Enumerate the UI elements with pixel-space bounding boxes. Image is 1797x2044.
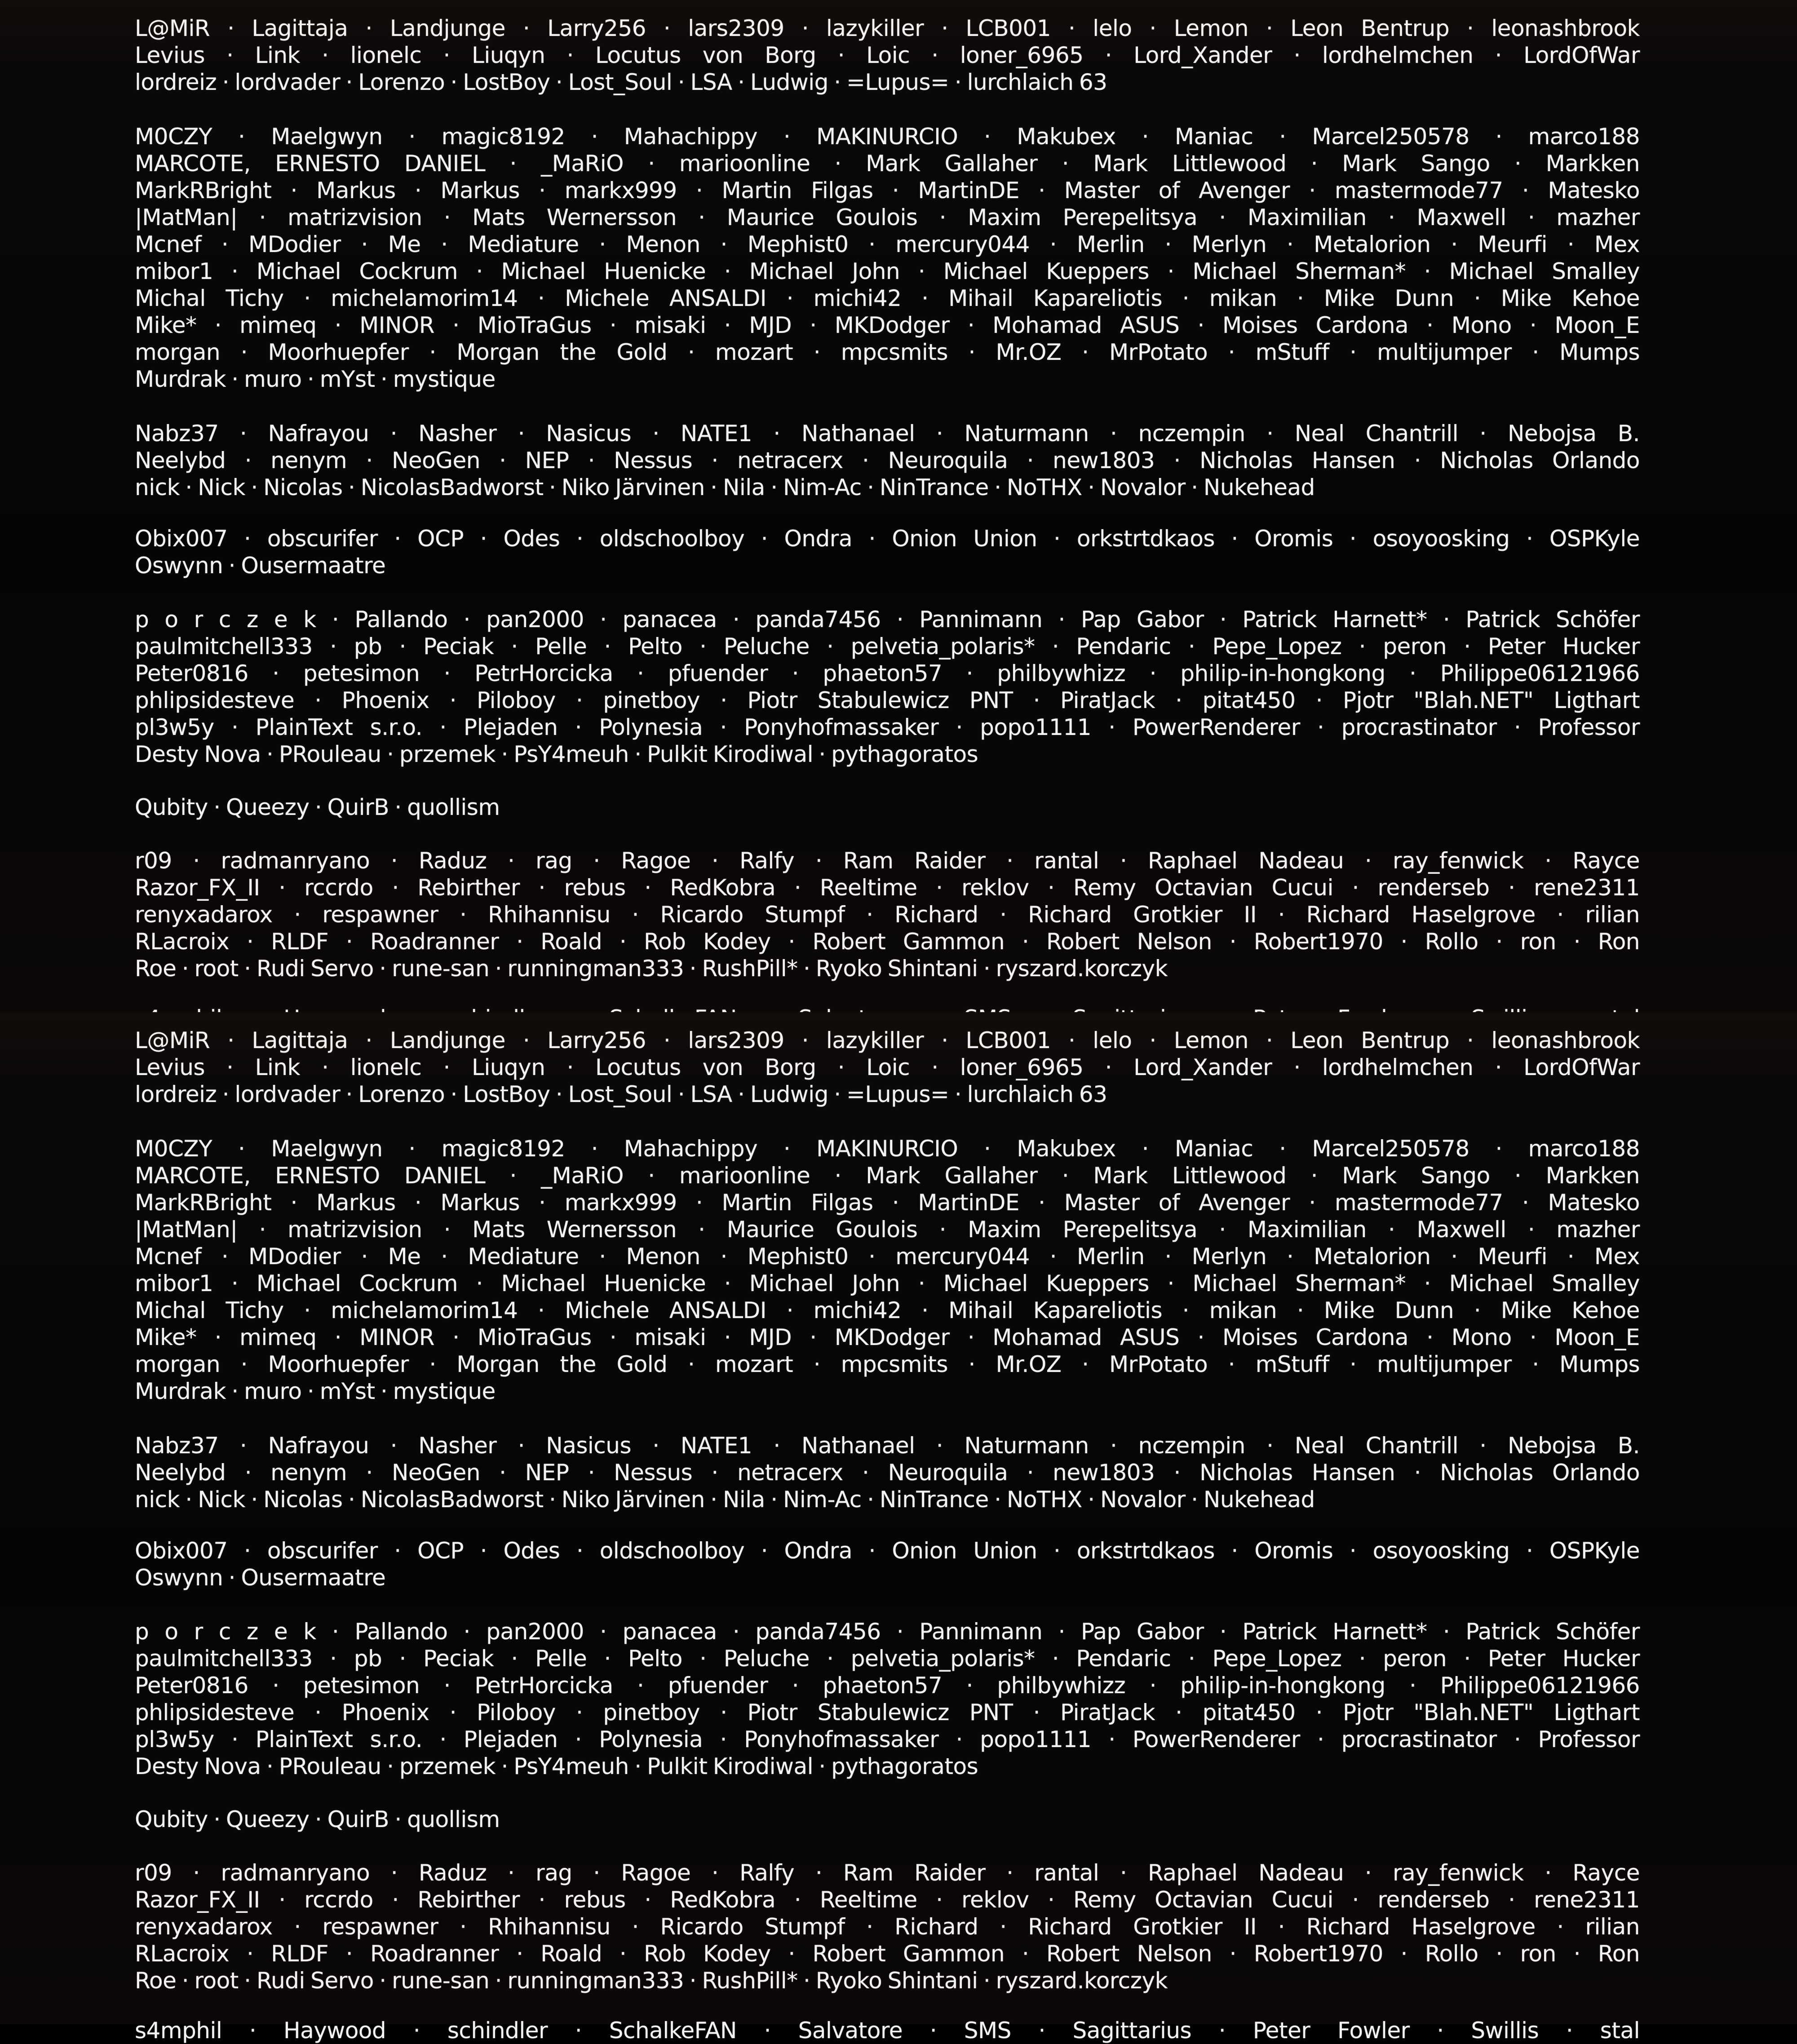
credits-line: Oswynn · Ousermaatre	[135, 1565, 386, 1591]
credits-line: L@MiR · Lagittaja · Landjunge · Larry256 · lars2309 · lazykiller · LCB001 · lelo · Lemon · Leon Bentrup · leonashbrook	[135, 1027, 1640, 1053]
credits-paragraph-L	[135, 1027, 1640, 1108]
credits-line: renyxadarox · respawner · Rhihannisu · Ricardo Stumpf · Richard · Richard Grotkier II · Richard Haselgrove · rilian	[135, 1914, 1640, 1940]
credits-line: MarkRBright · Markus · Markus · markx999 · Martin Filgas · MartinDE · Master of Avenger · mastermode77 · Matesko	[135, 177, 1640, 204]
credits-line: M0CZY · Maelgwyn · magic8192 · Mahachippy · MAKINURCIO · Makubex · Maniac · Marcel250578 · marco188	[135, 124, 1640, 150]
credits-line: Oswynn · Ousermaatre	[135, 553, 386, 579]
credits-line: Mcnef · MDodier · Me · Mediature · Menon · Mephist0 · mercury044 · Merlin · Merlyn · Metalorion · Meurfi · Mex	[135, 1243, 1640, 1270]
credits-line: Qubity · Queezy · QuirB · quollism	[135, 1806, 500, 1832]
credits-paragraph-O	[135, 1537, 1640, 1591]
credits-paragraph-S	[135, 2017, 1640, 2044]
credits-line: Roe · root · Rudi Servo · rune-san · runningman333 · RushPill* · Ryoko Shintani · ryszard.korczyk	[135, 956, 1168, 982]
credits-line: Obix007 · obscurifer · OCP · Odes · oldschoolboy · Ondra · Onion Union · orkstrtdkaos · Oromis · osoyoosking · OSPKyle	[135, 526, 1640, 552]
credits-line: Mcnef · MDodier · Me · Mediature · Menon · Mephist0 · mercury044 · Merlin · Merlyn · Metalorion · Meurfi · Mex	[135, 231, 1640, 257]
credits-line: Mike* · mimeq · MINOR · MioTraGus · misaki · MJD · MKDodger · Mohamad ASUS · Moises Cardona · Mono · Moon_E	[135, 312, 1640, 338]
credits-line: RLacroix · RLDF · Roadranner · Roald · Rob Kodey · Robert Gammon · Robert Nelson · Robert1970 · Rollo · ron · Ron	[135, 929, 1640, 955]
credits-paragraph-M	[135, 1135, 1640, 1405]
credits-line: pl3w5y · PlainText s.r.o. · Plejaden · Polynesia · Ponyhofmassaker · popo1111 · PowerRenderer · procrastinator · Professor	[135, 1726, 1640, 1752]
credits-line: Mike* · mimeq · MINOR · MioTraGus · misaki · MJD · MKDodger · Mohamad ASUS · Moises Cardona · Mono · Moon_E	[135, 1324, 1640, 1350]
credits-line: mibor1 · Michael Cockrum · Michael Huenicke · Michael John · Michael Kueppers · Michael Sherman* · Michael Smalley	[135, 258, 1640, 284]
credits-line: s4mphil · Haywood · schindler · SchalkeFAN · Salvatore · SMS · Sagittarius · Peter Fowler · Swillis · stal	[135, 2017, 1640, 2044]
credits-line: MARCOTE, ERNESTO DANIEL · _MaRiO · marioonline · Mark Gallaher · Mark Littlewood · Mark Sango · Markken	[135, 1163, 1640, 1189]
credits-line: M0CZY · Maelgwyn · magic8192 · Mahachippy · MAKINURCIO · Makubex · Maniac · Marcel250578 · marco188	[135, 1136, 1640, 1162]
credits-line: r09 · radmanryano · Raduz · rag · Ragoe · Ralfy · Ram Raider · rantal · Raphael Nadeau · ray_fenwick · Rayce	[135, 848, 1640, 874]
credits-line: Razor_FX_II · rccrdo · Rebirther · rebus · RedKobra · Reeltime · reklov · Remy Octavian Cucui · renderseb · rene2311	[135, 1887, 1640, 1913]
credits-line: Roe · root · Rudi Servo · rune-san · runningman333 · RushPill* · Ryoko Shintani · ryszard.korczyk	[135, 1968, 1168, 1994]
credits-line: MarkRBright · Markus · Markus · markx999 · Martin Filgas · MartinDE · Master of Avenger · mastermode77 · Matesko	[135, 1190, 1640, 1216]
credits-line: Murdrak · muro · mYst · mystique	[135, 366, 496, 392]
credits-line: pl3w5y · PlainText s.r.o. · Plejaden · Polynesia · Ponyhofmassaker · popo1111 · PowerRenderer · procrastinator · Professor	[135, 714, 1640, 740]
credits-line: morgan · Moorhuepfer · Morgan the Gold · mozart · mpcsmits · Mr.OZ · MrPotato · mStuff · multijumper · Mumps	[135, 339, 1640, 365]
credits-line: Nabz37 · Nafrayou · Nasher · Nasicus · NATE1 · Nathanael · Naturmann · nczempin · Neal Chantrill · Nebojsa B.	[135, 420, 1640, 447]
credits-tile-2	[0, 1012, 1797, 2044]
credits-list	[135, 0, 1640, 1032]
credits-paragraph-N	[135, 420, 1640, 501]
credits-line: Neelybd · nenym · NeoGen · NEP · Nessus · netracerx · Neuroquila · new1803 · Nicholas Hansen · Nicholas Orlando	[135, 1460, 1640, 1486]
credits-line: |MatMan| · matrizvision · Mats Wernersson · Maurice Goulois · Maxim Perepelitsya · Maximilian · Maxwell · mazher	[135, 204, 1640, 230]
credits-paragraph-O	[135, 525, 1640, 579]
credits-line: Razor_FX_II · rccrdo · Rebirther · rebus · RedKobra · Reeltime · reklov · Remy Octavian Cucui · renderseb · rene2311	[135, 875, 1640, 901]
credits-line: Michal Tichy · michelamorim14 · Michele ANSALDI · michi42 · Mihail Kapareliotis · mikan · Mike Dunn · Mike Kehoe	[135, 1297, 1640, 1323]
credits-line: paulmitchell333 · pb · Peciak · Pelle · Pelto · Peluche · pelvetia_polaris* · Pendaric · Pepe_Lopez · peron · Peter Hucker	[135, 1646, 1640, 1672]
credits-line: Levius · Link · lionelc · Liuqyn · Locutus von Borg · Loic · loner_6965 · Lord_Xander · lordhelmchen · LordOfWar	[135, 42, 1640, 68]
credits-line: MARCOTE, ERNESTO DANIEL · _MaRiO · marioonline · Mark Gallaher · Mark Littlewood · Mark Sango · Markken	[135, 150, 1640, 177]
credits-line: Desty Nova · PRouleau · przemek · PsY4meuh · Pulkit Kirodiwal · pythagoratos	[135, 741, 978, 767]
credits-line: mibor1 · Michael Cockrum · Michael Huenicke · Michael John · Michael Kueppers · Michael Sherman* · Michael Smalley	[135, 1270, 1640, 1296]
credits-line: Desty Nova · PRouleau · przemek · PsY4meuh · Pulkit Kirodiwal · pythagoratos	[135, 1753, 978, 1779]
credits-line: Obix007 · obscurifer · OCP · Odes · oldschoolboy · Ondra · Onion Union · orkstrtdkaos · Oromis · osoyoosking · OSPKyle	[135, 1538, 1640, 1564]
credits-line: p o r c z e k · Pallando · pan2000 · panacea · panda7456 · Pannimann · Pap Gabor · Patrick Harnett* · Patrick Schöfer	[135, 606, 1640, 633]
credits-line: Levius · Link · lionelc · Liuqyn · Locutus von Borg · Loic · loner_6965 · Lord_Xander · lordhelmchen · LordOfWar	[135, 1054, 1640, 1080]
credits-line: paulmitchell333 · pb · Peciak · Pelle · Pelto · Peluche · pelvetia_polaris* · Pendaric · Pepe_Lopez · peron · Peter Hucker	[135, 633, 1640, 659]
credits-paragraph-Q	[135, 794, 1640, 821]
credits-line: Murdrak · muro · mYst · mystique	[135, 1378, 496, 1404]
credits-line: Peter0816 · petesimon · PetrHorcicka · pfuender · phaeton57 · philbywhizz · philip-in-hongkong · Philippe06121966	[135, 1672, 1640, 1699]
credits-line: Peter0816 · petesimon · PetrHorcicka · pfuender · phaeton57 · philbywhizz · philip-in-hongkong · Philippe06121966	[135, 660, 1640, 686]
credits-line: nick · Nick · Nicolas · NicolasBadworst · Niko Järvinen · Nila · Nim-Ac · NinTrance · NoTHX · Novalor · Nukehead	[135, 474, 1315, 500]
credits-paragraph-R	[135, 1859, 1640, 1994]
credits-line: phlipsidesteve · Phoenix · Piloboy · pinetboy · Piotr Stabulewicz PNT · PiratJack · pitat450 · Pjotr "Blah.NET" Ligthart	[135, 1699, 1640, 1725]
credits-line: L@MiR · Lagittaja · Landjunge · Larry256 · lars2309 · lazykiller · LCB001 · lelo · Lemon · Leon Bentrup · leonashbrook	[135, 15, 1640, 41]
credits-line: lordreiz · lordvader · Lorenzo · LostBoy · Lost_Soul · LSA · Ludwig · =Lupus= · lurchlaich 63	[135, 1081, 1107, 1107]
credits-paragraph-Q	[135, 1806, 1640, 1833]
credits-tile-1	[0, 0, 1797, 1012]
credits-line: r09 · radmanryano · Raduz · rag · Ragoe · Ralfy · Ram Raider · rantal · Raphael Nadeau · ray_fenwick · Rayce	[135, 1860, 1640, 1886]
credits-line: RLacroix · RLDF · Roadranner · Roald · Rob Kodey · Robert Gammon · Robert Nelson · Robert1970 · Rollo · ron · Ron	[135, 1941, 1640, 1967]
credits-line: Neelybd · nenym · NeoGen · NEP · Nessus · netracerx · Neuroquila · new1803 · Nicholas Hansen · Nicholas Orlando	[135, 447, 1640, 473]
credits-paragraph-L	[135, 15, 1640, 96]
credits-paragraph-R	[135, 847, 1640, 982]
credits-paragraph-P	[135, 1618, 1640, 1780]
credits-line: morgan · Moorhuepfer · Morgan the Gold · mozart · mpcsmits · Mr.OZ · MrPotato · mStuff · multijumper · Mumps	[135, 1351, 1640, 1377]
credits-paragraph-P	[135, 606, 1640, 768]
credits-line: renyxadarox · respawner · Rhihannisu · Ricardo Stumpf · Richard · Richard Grotkier II · Richard Haselgrove · rilian	[135, 902, 1640, 928]
credits-line: |MatMan| · matrizvision · Mats Wernersson · Maurice Goulois · Maxim Perepelitsya · Maximilian · Maxwell · mazher	[135, 1217, 1640, 1243]
credits-line: Nabz37 · Nafrayou · Nasher · Nasicus · NATE1 · Nathanael · Naturmann · nczempin · Neal Chantrill · Nebojsa B.	[135, 1433, 1640, 1459]
credits-line: lordreiz · lordvader · Lorenzo · LostBoy · Lost_Soul · LSA · Ludwig · =Lupus= · lurchlaich 63	[135, 69, 1107, 95]
credits-line: nick · Nick · Nicolas · NicolasBadworst · Niko Järvinen · Nila · Nim-Ac · NinTrance · NoTHX · Novalor · Nukehead	[135, 1487, 1315, 1513]
credits-line: phlipsidesteve · Phoenix · Piloboy · pinetboy · Piotr Stabulewicz PNT · PiratJack · pitat450 · Pjotr "Blah.NET" Ligthart	[135, 687, 1640, 713]
credits-paragraph-M	[135, 123, 1640, 393]
credits-list	[135, 1012, 1640, 2044]
credits-line: Qubity · Queezy · QuirB · quollism	[135, 794, 500, 820]
credits-line: p o r c z e k · Pallando · pan2000 · panacea · panda7456 · Pannimann · Pap Gabor · Patrick Harnett* · Patrick Schöfer	[135, 1619, 1640, 1645]
credits-line: Michal Tichy · michelamorim14 · Michele ANSALDI · michi42 · Mihail Kapareliotis · mikan · Mike Dunn · Mike Kehoe	[135, 285, 1640, 311]
credits-paragraph-N	[135, 1432, 1640, 1513]
